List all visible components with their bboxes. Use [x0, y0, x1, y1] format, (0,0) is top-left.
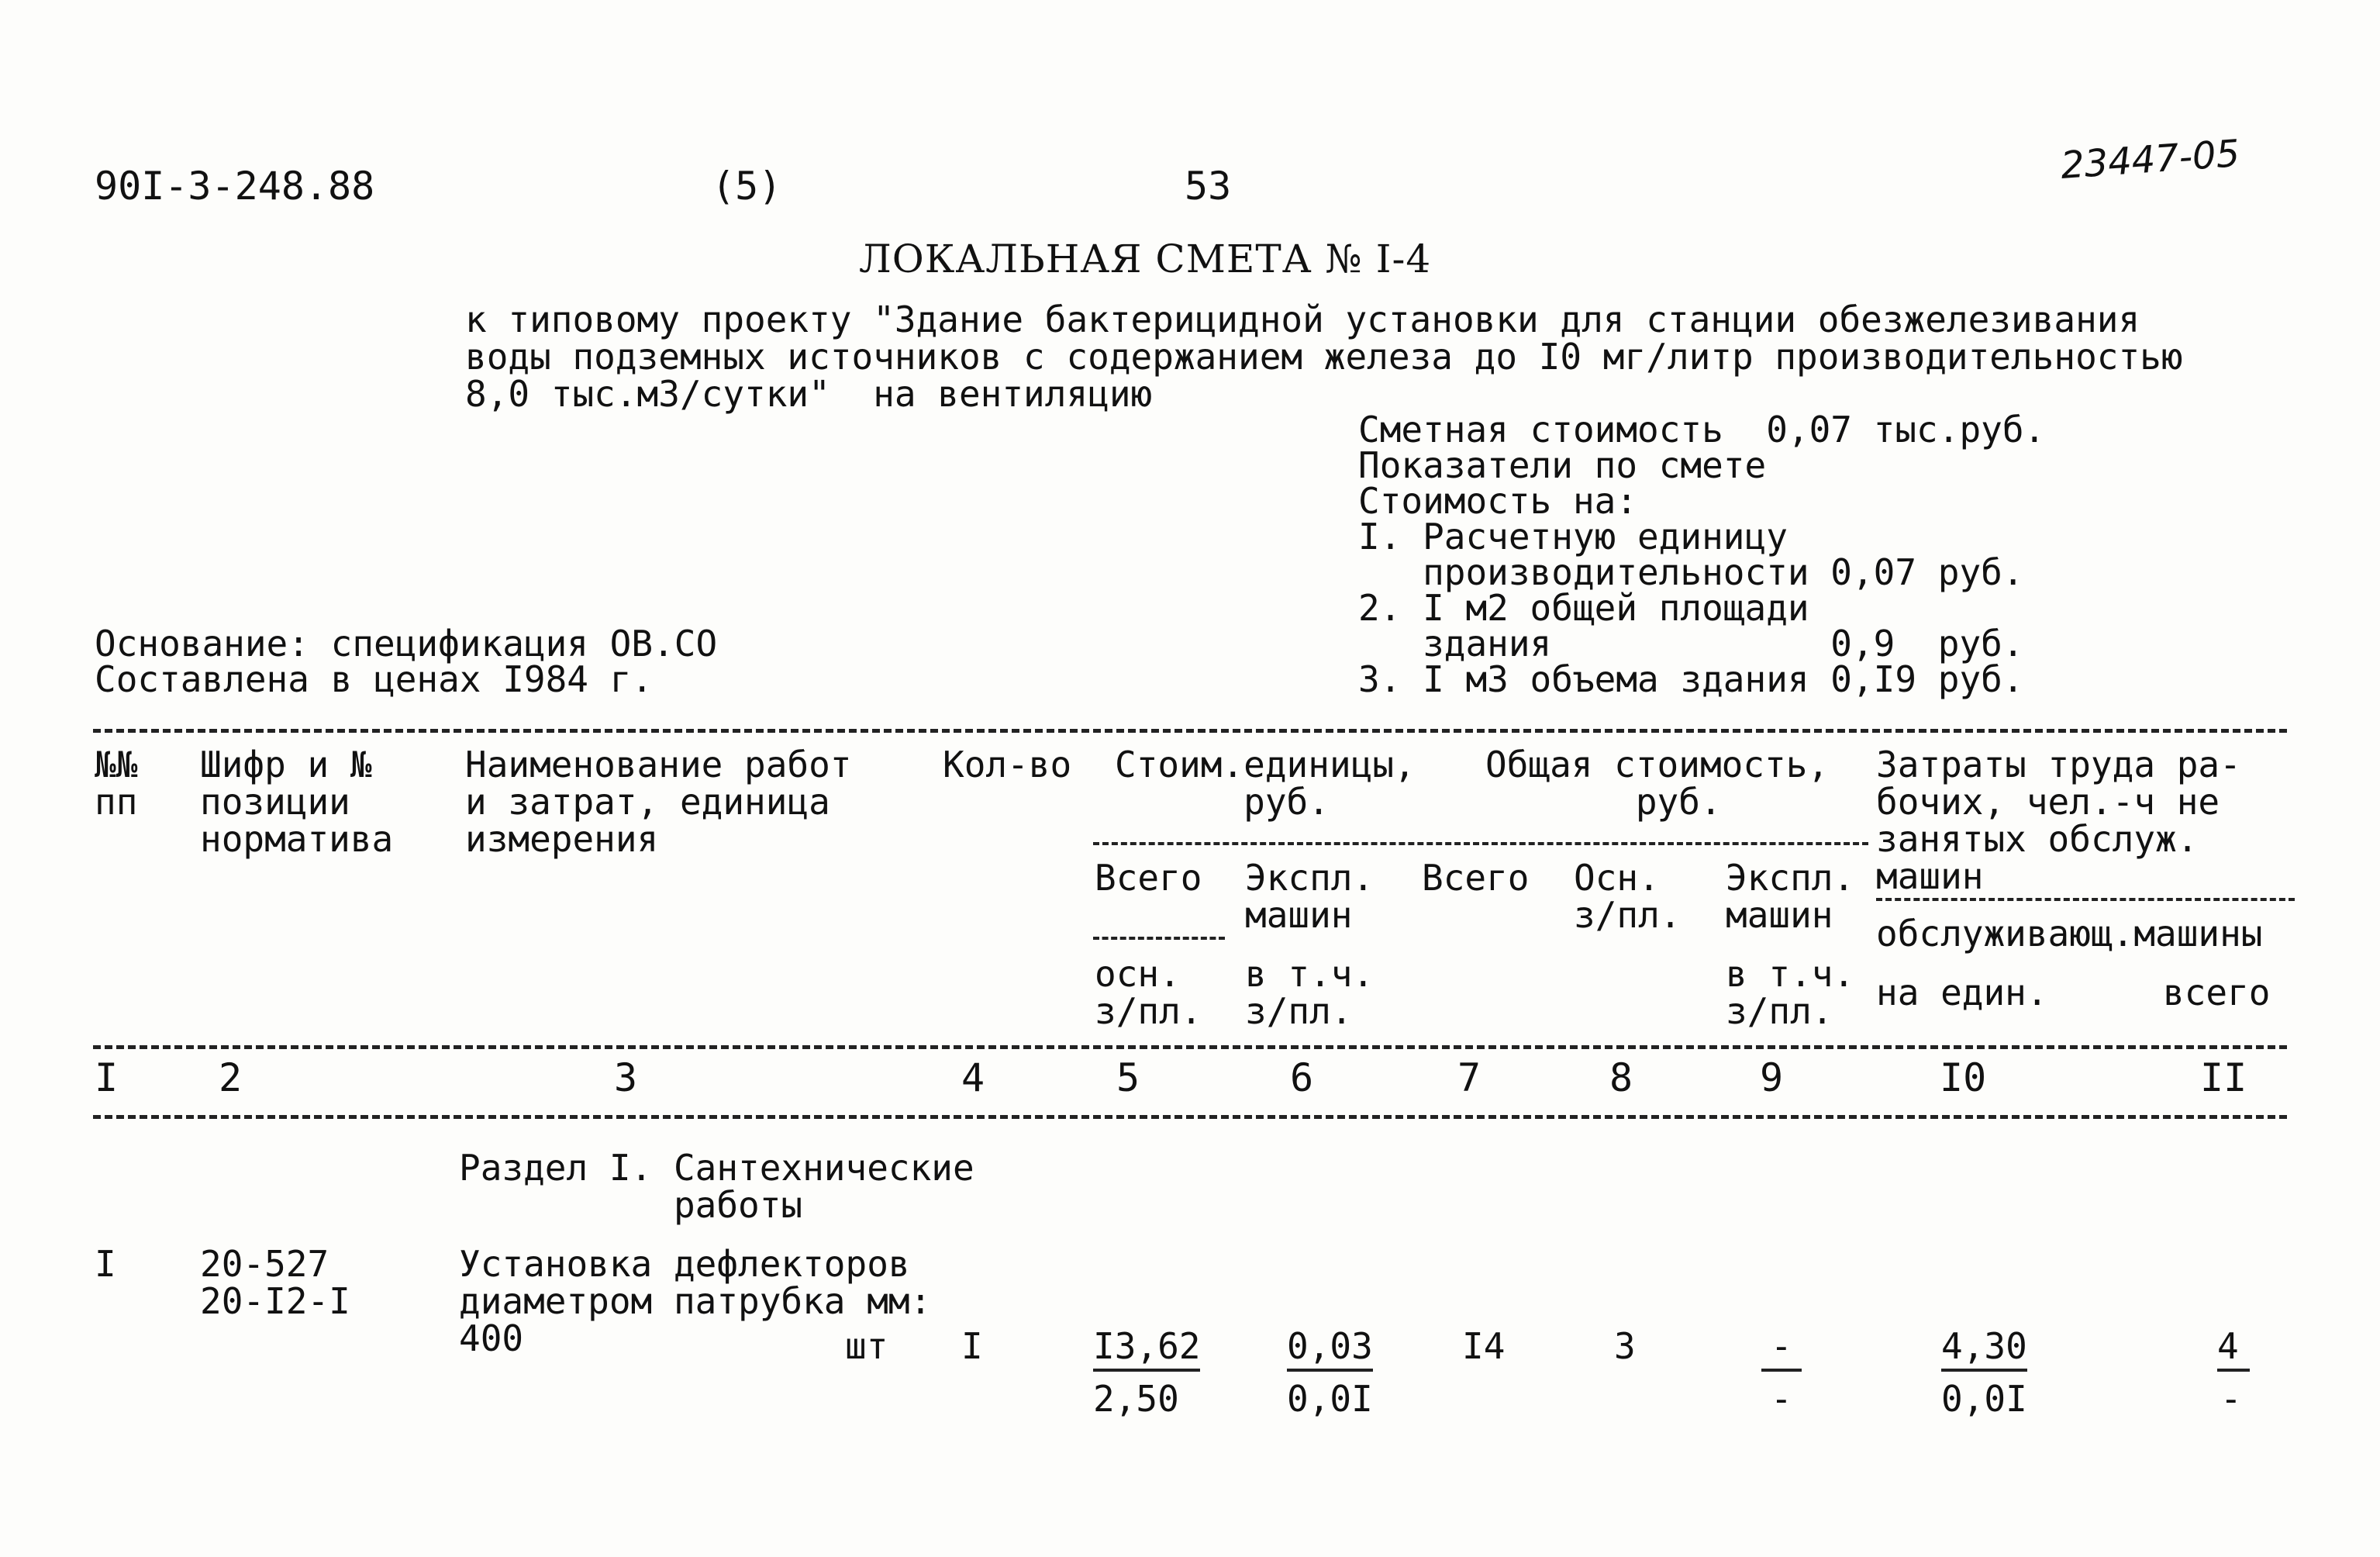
project-code: 90I-3-248.88	[95, 164, 375, 209]
summary-line: Стоимость на:	[1358, 480, 1638, 522]
row-total-base-wage: 3	[1614, 1325, 1636, 1367]
column-number: 6	[1290, 1055, 1314, 1100]
col-header-unit-cost: Стоим.единицы, руб.	[1115, 744, 1416, 823]
row-code: 20-527 20-I2-I	[200, 1243, 350, 1322]
col-header-total-machines: Экспл. машин	[1726, 857, 1855, 936]
col-header-labor: Затраты труда ра- бочих, чел.-ч не занятых обслуж. машин	[1876, 744, 2241, 897]
summary-line: здания 0,9 руб.	[1358, 623, 2024, 665]
header-bottom-rule	[93, 1045, 2287, 1049]
row-unit-machines: 0,03	[1287, 1325, 1373, 1372]
col-header-number: №№ пп	[95, 744, 138, 823]
summary-line: 2. I м2 общей площади	[1358, 587, 1809, 629]
summary-line: Сметная стоимость 0,07 тыс.руб.	[1358, 409, 2046, 451]
row-labor-per-unit: 4,30	[1941, 1325, 2027, 1372]
summary-line: Показатели по смете	[1358, 444, 1767, 486]
column-number: I	[95, 1055, 119, 1100]
col-header-unit-base-wage: осн. з/пл.	[1095, 953, 1202, 1032]
row-number: I	[95, 1243, 116, 1285]
row-unit-total: I3,62	[1093, 1325, 1200, 1372]
basis-line: Основание: спецификация ОВ.СО	[95, 623, 718, 665]
col-header-total-cost: Общая стоимость, руб.	[1485, 744, 1830, 823]
album-number: (5)	[712, 164, 782, 209]
col-header-unit-machines: Экспл. машин	[1245, 857, 1375, 936]
row-labor-total-servicing: -	[2220, 1378, 2242, 1420]
section-title: Раздел I. Сантехнические работы	[459, 1147, 974, 1226]
table-top-rule	[93, 729, 2287, 733]
handwritten-archive-number: 23447-05	[2059, 132, 2241, 188]
row-total-machines-wage: -	[1771, 1378, 1792, 1420]
column-number: 3	[614, 1055, 638, 1100]
column-number: 4	[961, 1055, 985, 1100]
row-total-machines: -	[1761, 1325, 1802, 1372]
col-header-quantity: Кол-во	[943, 744, 1072, 785]
page-number: 53	[1185, 164, 1232, 209]
col-header-labor-total: всего	[2163, 972, 2271, 1013]
col-header-labor-per-unit: на един.	[1876, 972, 2048, 1013]
subject-line: к типовому проекту "Здание бактерицидной установки для станции обезжелезивания	[465, 299, 2140, 340]
row-unit: шт	[845, 1325, 888, 1367]
row-unit-base-wage: 2,50	[1093, 1378, 1179, 1420]
row-total-total: I4	[1462, 1325, 1506, 1367]
col-header-unit-total: Всего	[1095, 857, 1202, 899]
header-sub-rule	[1093, 842, 1868, 845]
col-header-name: Наименование работ и затрат, единица измерения	[465, 744, 852, 860]
column-number: 9	[1760, 1055, 1784, 1100]
header-sub-rule	[1093, 937, 1225, 940]
column-number: I0	[1940, 1055, 1987, 1100]
subject-line: воды подземных источников с содержанием железа до I0 мг/литр производительностью	[465, 336, 2183, 378]
column-number: 7	[1457, 1055, 1481, 1100]
col-header-total-incl-wage: в т.ч. з/пл.	[1726, 953, 1855, 1032]
col-header-unit-incl-wage: в т.ч. з/пл.	[1245, 953, 1375, 1032]
header-sub-rule	[1876, 898, 2295, 901]
subject-line: 8,0 тыс.м3/сутки" на вентиляцию	[465, 373, 1153, 415]
col-header-labor-servicing: обслуживающ.машины	[1876, 913, 2263, 955]
col-header-total-base-wage: Осн. з/пл.	[1574, 857, 1682, 936]
row-labor-total: 4	[2217, 1325, 2250, 1372]
column-number: II	[2200, 1055, 2247, 1100]
summary-line: I. Расчетную единицу	[1358, 516, 1788, 558]
column-number: 2	[219, 1055, 243, 1100]
row-name: Установка дефлекторов диаметром патрубка мм: 400	[459, 1243, 932, 1359]
numbers-bottom-rule	[93, 1115, 2287, 1119]
summary-line: производительности 0,07 руб.	[1358, 551, 2024, 593]
row-labor-per-unit-servicing: 0,0I	[1941, 1378, 2027, 1420]
document-title: ЛОКАЛЬНАЯ СМЕТА № I-4	[859, 236, 1432, 281]
summary-line: 3. I м3 объема здания 0,I9 руб.	[1358, 658, 2024, 700]
col-header-code: Шифр и № позиции норматива	[200, 744, 394, 860]
column-number: 5	[1116, 1055, 1140, 1100]
col-header-total-total: Всего	[1422, 857, 1530, 899]
row-quantity: I	[961, 1325, 983, 1367]
column-number: 8	[1609, 1055, 1633, 1100]
row-unit-machines-wage: 0,0I	[1287, 1378, 1373, 1420]
basis-line: Составлена в ценах I984 г.	[95, 658, 654, 700]
